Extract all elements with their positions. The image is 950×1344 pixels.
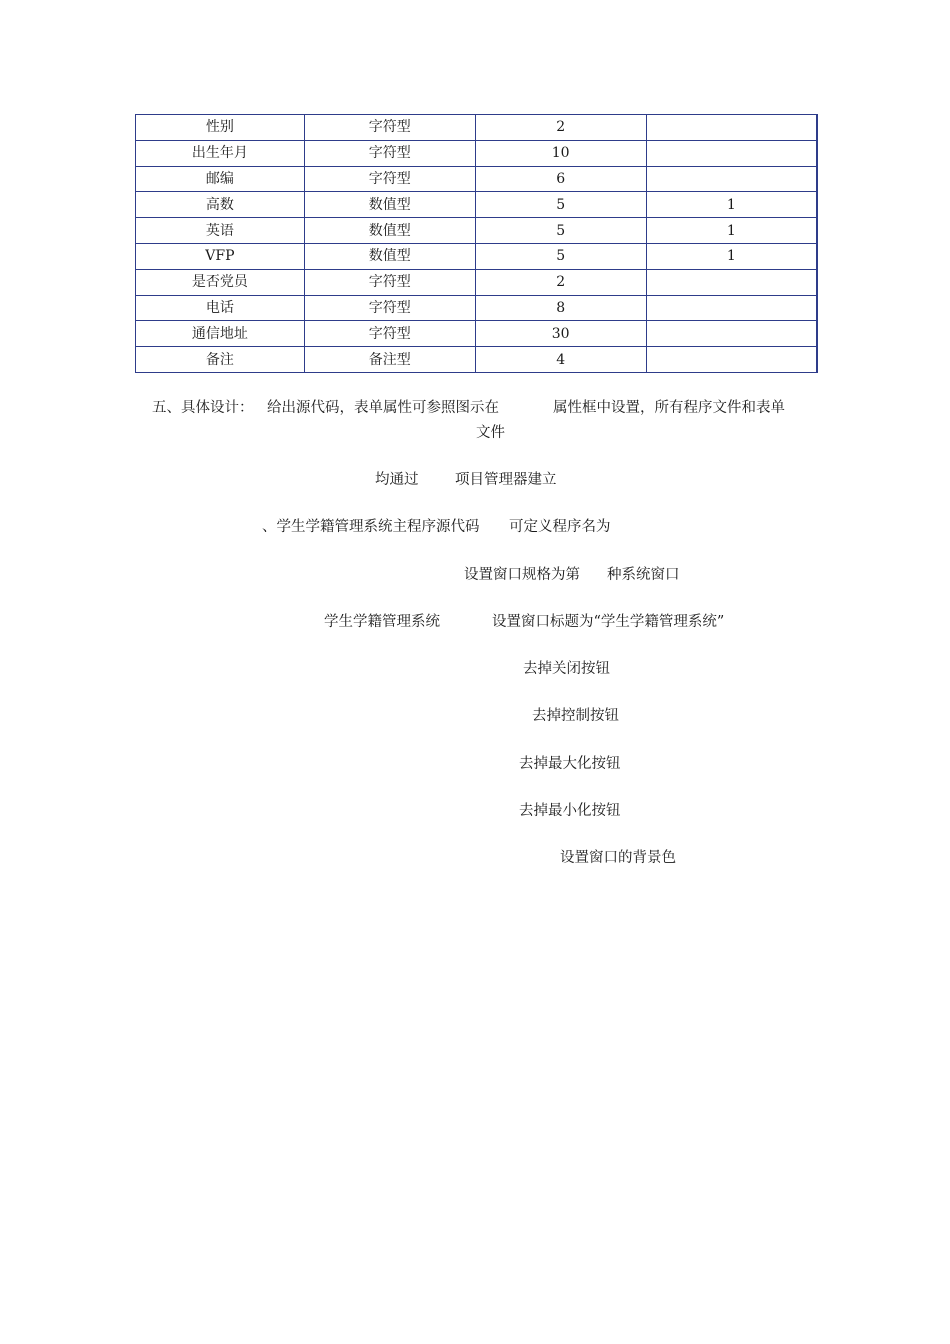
field-structure-table — [135, 114, 818, 373]
section-heading-text-cont: 属性框中设置，所有程序文件和表单 — [553, 400, 785, 416]
field-width-cell: 6 — [475, 166, 646, 192]
section-heading-line2: 文件 — [476, 425, 505, 441]
field-decimal-cell — [646, 269, 817, 295]
table-row — [136, 166, 818, 192]
field-name-cell: 邮编 — [136, 166, 305, 192]
section-heading-number: 五、具体设计： — [152, 400, 254, 416]
code-comment-window-spec: 设置窗口规格为第 — [464, 567, 580, 583]
field-type-cell: 数值型 — [304, 192, 475, 218]
field-type-cell: 数值型 — [304, 243, 475, 269]
field-width-cell: 5 — [475, 243, 646, 269]
field-type-cell: 字符型 — [304, 321, 475, 347]
field-name-cell: 高数 — [136, 192, 305, 218]
table-row — [136, 192, 818, 218]
field-decimal-cell — [646, 166, 817, 192]
field-decimal-cell — [646, 321, 817, 347]
field-decimal-cell: 1 — [646, 192, 817, 218]
field-width-cell: 30 — [475, 321, 646, 347]
field-decimal-cell — [646, 115, 817, 141]
field-width-cell: 2 — [475, 269, 646, 295]
code-comment-window-title: 设置窗口标题为“学生学籍管理系统” — [492, 614, 725, 630]
field-width-cell: 10 — [475, 140, 646, 166]
field-width-cell: 8 — [475, 295, 646, 321]
field-name-cell: VFP — [136, 243, 305, 269]
table-row — [136, 295, 818, 321]
field-width-cell: 4 — [475, 347, 646, 373]
code-comment-bg-color: 设置窗口的背景色 — [560, 850, 676, 866]
code-comment-remove-max: 去掉最大化按钮 — [519, 756, 621, 772]
code-comment-window-spec-cont: 种系统窗口 — [607, 567, 680, 583]
field-decimal-cell — [646, 347, 817, 373]
project-line-prefix: 均通过 — [375, 472, 419, 488]
field-width-cell: 5 — [475, 218, 646, 244]
code-comment-remove-close: 去掉关闭按钮 — [523, 661, 610, 677]
project-line-text: 项目管理器建立 — [455, 472, 557, 488]
table-row — [136, 321, 818, 347]
main-program-name-note: 可定义程序名为 — [509, 519, 611, 535]
code-comment-remove-control: 去掉控制按钮 — [532, 708, 619, 724]
field-name-cell: 通信地址 — [136, 321, 305, 347]
field-width-cell: 5 — [475, 192, 646, 218]
field-name-cell: 备注 — [136, 347, 305, 373]
table-row — [136, 243, 818, 269]
field-decimal-cell — [646, 140, 817, 166]
field-name-cell: 是否党员 — [136, 269, 305, 295]
code-title-value: 学生学籍管理系统 — [324, 614, 440, 630]
table-row — [136, 115, 818, 141]
field-type-cell: 字符型 — [304, 115, 475, 141]
section-heading-text: 给出源代码，表单属性可参照图示在 — [267, 400, 499, 416]
field-type-cell: 字符型 — [304, 166, 475, 192]
field-type-cell: 字符型 — [304, 295, 475, 321]
field-name-cell: 性别 — [136, 115, 305, 141]
field-decimal-cell: 1 — [646, 218, 817, 244]
table-row — [136, 218, 818, 244]
main-program-heading: 、学生学籍管理系统主程序源代码 — [262, 519, 480, 535]
field-type-cell: 字符型 — [304, 269, 475, 295]
field-type-cell: 数值型 — [304, 218, 475, 244]
field-decimal-cell — [646, 295, 817, 321]
field-type-cell: 备注型 — [304, 347, 475, 373]
field-decimal-cell: 1 — [646, 243, 817, 269]
table-row — [136, 347, 818, 373]
code-comment-remove-min: 去掉最小化按钮 — [519, 803, 621, 819]
table-row — [136, 140, 818, 166]
field-name-cell: 英语 — [136, 218, 305, 244]
field-name-cell: 出生年月 — [136, 140, 305, 166]
field-name-cell: 电话 — [136, 295, 305, 321]
field-width-cell: 2 — [475, 115, 646, 141]
field-type-cell: 字符型 — [304, 140, 475, 166]
table-row — [136, 269, 818, 295]
